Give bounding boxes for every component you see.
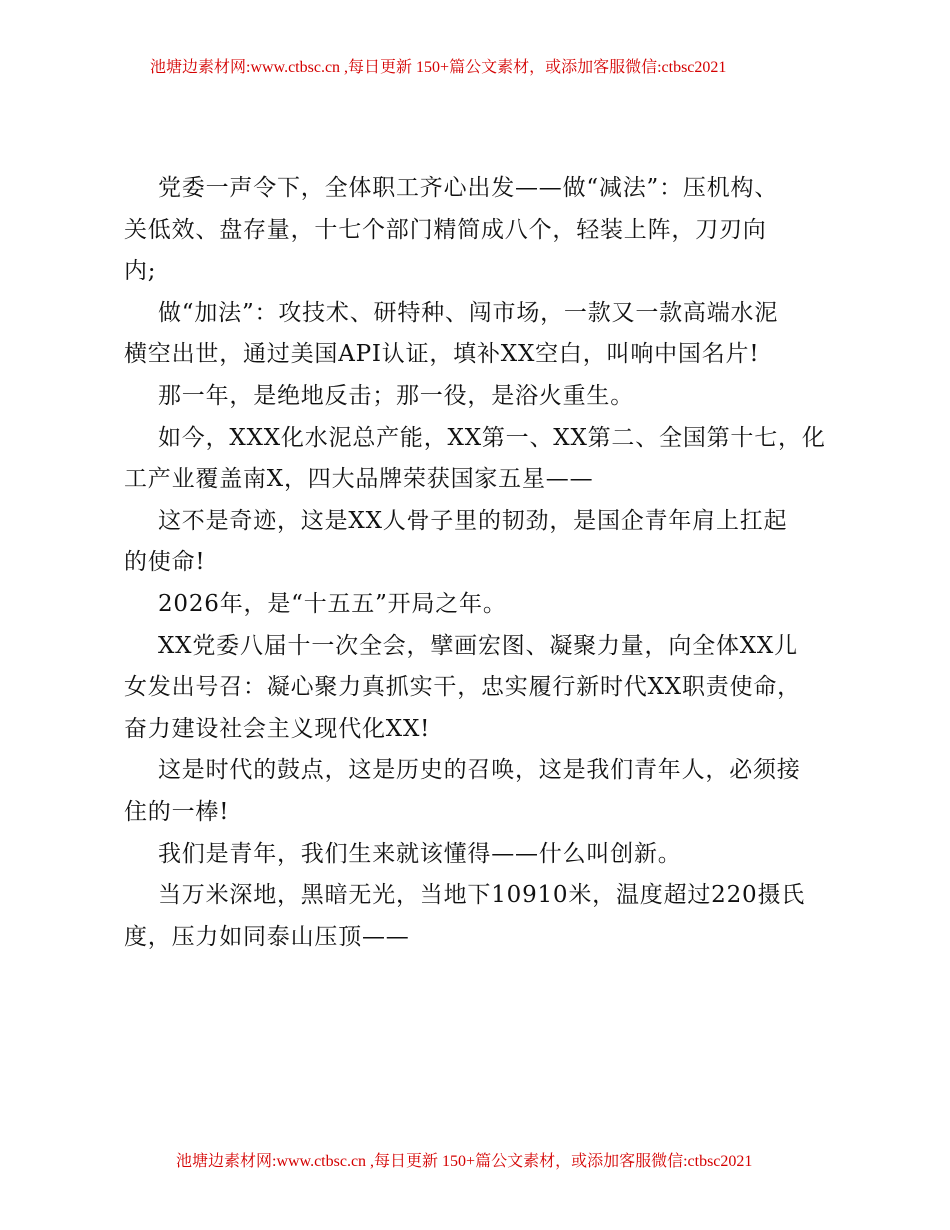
paragraph-line: 这是时代的鼓点，这是历史的召唤，这是我们青年人，必须接 xyxy=(158,757,801,784)
paragraph-line: 横空出世，通过美国API认证，填补XX空白，叫响中国名片! xyxy=(124,341,760,368)
paragraph-line: 做“加法”：攻技术、研特种、闯市场，一款又一款高端水泥 xyxy=(158,299,779,326)
paragraph-line: 女发出号召：凝心聚力真抓实干，忠实履行新时代XX职责使命， xyxy=(124,674,801,701)
paragraph-line: 度，压力如同泰山压顶—— xyxy=(124,923,410,950)
page-header-watermark: 池塘边素材网:www.ctbsc.cn ,每日更新 150+篇公文素材，或添加客服微信:ctbsc2021 xyxy=(150,59,727,76)
paragraph-line: 内; xyxy=(124,258,157,285)
paragraph-line: 奋力建设社会主义现代化XX! xyxy=(124,715,431,742)
paragraph-line: 当万米深地，黑暗无光，当地下10910米，温度超过220摄氏 xyxy=(158,882,806,909)
paragraph-line: 住的一棒! xyxy=(124,798,230,825)
page-footer-watermark: 池塘边素材网:www.ctbsc.cn ,每日更新 150+篇公文素材，或添加客服微信:ctbsc2021 xyxy=(176,1153,753,1170)
paragraph-line: 的使命! xyxy=(124,549,206,576)
paragraph-line: 工产业覆盖南X，四大品牌荣获国家五星—— xyxy=(124,466,594,493)
document-body xyxy=(124,168,832,958)
paragraph-line: 我们是青年，我们生来就该懂得——什么叫创新。 xyxy=(158,840,682,867)
paragraph-line: 2026年，是“十五五”开局之年。 xyxy=(158,590,507,617)
paragraph-line: XX党委八届十一次全会，擘画宏图、凝聚力量，向全体XX儿 xyxy=(158,632,798,659)
paragraph-line: 如今，XXX化水泥总产能，XX第一、XX第二、全国第十七，化 xyxy=(158,424,826,451)
paragraph-line: 这不是奇迹，这是XX人骨子里的韧劲，是国企青年肩上扛起 xyxy=(158,507,788,534)
paragraph-line: 那一年，是绝地反击；那一役，是浴火重生。 xyxy=(158,382,634,409)
paragraph-line: 关低效、盘存量，十七个部门精简成八个，轻装上阵，刀刃向 xyxy=(124,216,767,243)
paragraph-line: 党委一声令下，全体职工齐心出发——做“减法”：压机构、 xyxy=(158,175,779,201)
